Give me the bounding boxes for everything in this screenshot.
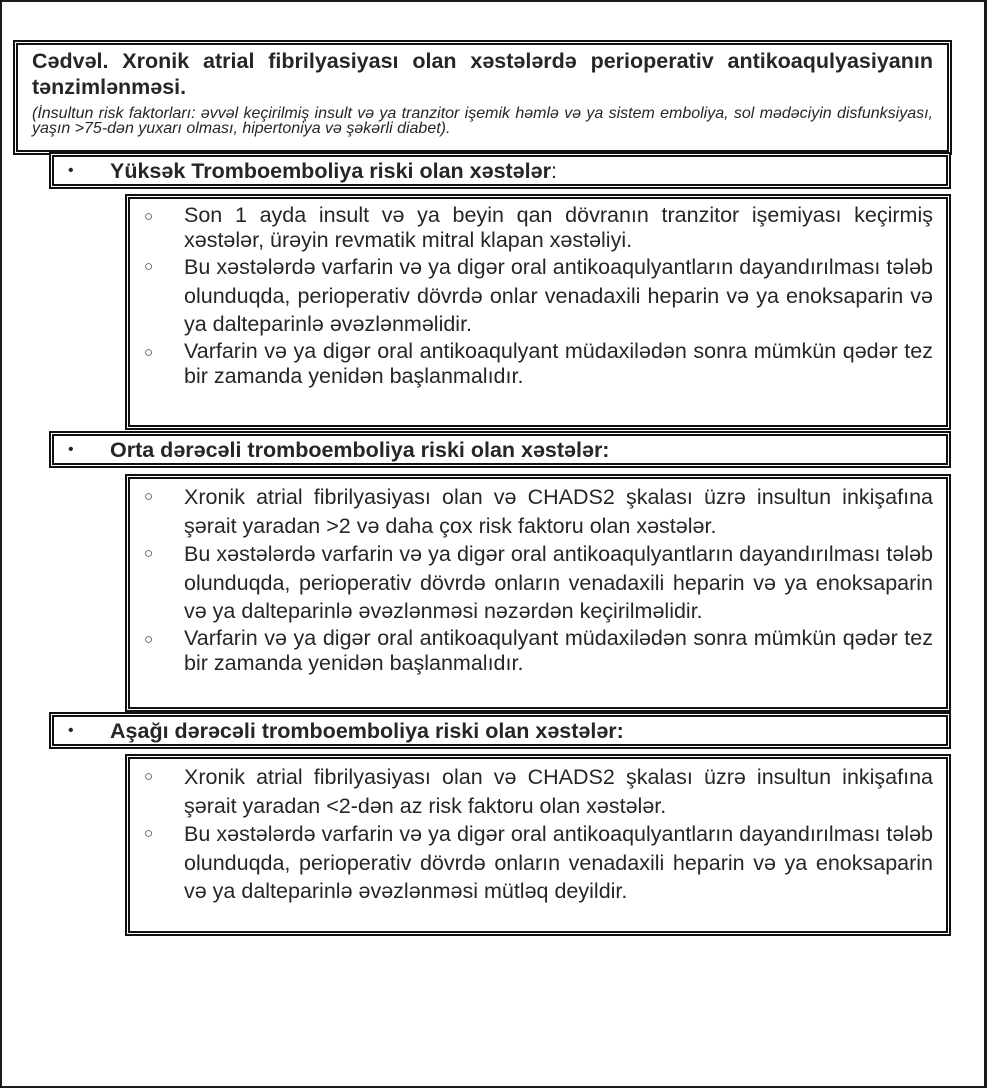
bullet-icon: •: [68, 440, 74, 458]
section-list-low-risk: [125, 754, 951, 936]
list-item-text: Xronik atrial fibrilyasiyası olan və CHADS2 şkalası üzrə insultun inkişafına şərait yaradan <2-dən az risk faktoru olan xəstələr.: [184, 765, 933, 818]
list-item-text: Bu xəstələrdə varfarin və ya digər oral antikoaqulyantların dayandırılması tələb olunduqda, perioperativ dövrdə onların venadaxili heparin və ya enoksaparin və ya dalteparinlə əvəzlənməsi mütləq deyildir.: [184, 822, 933, 903]
circle-bullet-icon: ○: [144, 545, 154, 562]
list-item-text: Varfarin və ya digər oral antikoaqulyant müdaxilədən sonra mümkün qədər tez bir zamanda yenidən başlanmalıdır.: [184, 338, 933, 388]
section-heading-high-risk: [49, 152, 951, 189]
section-heading-low-risk: [49, 712, 951, 749]
list-item: [144, 483, 933, 540]
title-box: [13, 40, 952, 155]
section-heading-text: [110, 719, 624, 743]
section-heading-text: [110, 438, 609, 462]
risk-factors-note: (İnsultun risk faktorları: əvvəl keçirilmiş insult və ya tranzitor işemik həmlə və ya sistem emboliya, sol mədəciyin disfunksiyası, yaşın >75-dən yuxarı olması, hipertoniya və şəkərli diabet).: [32, 105, 933, 137]
heading-label: Yüksək Tromboemboliya riski olan xəstələr: [110, 158, 551, 183]
heading-label: Aşağı dərəcəli tromboemboliya riski olan xəstələr:: [110, 718, 624, 743]
section-list-high-risk: [125, 194, 951, 430]
list-item: [144, 203, 933, 253]
circle-bullet-icon: ○: [144, 258, 154, 275]
section-list-medium-risk: [125, 474, 951, 712]
bullet-icon: •: [68, 721, 74, 739]
circle-bullet-icon: ○: [144, 825, 154, 842]
table-title: Cədvəl. Xronik atrial fibrilyasiyası olan xəstələrdə perioperativ antikoaqulyasiyanın tənzimlənməsi.: [32, 49, 933, 99]
list-item: [144, 339, 933, 389]
list-item-text: Bu xəstələrdə varfarin və ya digər oral antikoaqulyantların dayandırılması tələb olunduqda, perioperativ dövrdə onların venadaxili heparin və ya enoksaparin və ya dalteparinlə əvəzlənməsi nəzərdən keçirilməlidir.: [184, 542, 933, 623]
list-item-text: Xronik atrial fibrilyasiyası olan və CHADS2 şkalası üzrə insultun inkişafına şərait yaradan >2 və daha çox risk faktoru olan xəstələr.: [184, 485, 933, 538]
list-item: [144, 763, 933, 820]
list-item: [144, 820, 933, 906]
list-item: [144, 540, 933, 626]
circle-bullet-icon: ○: [144, 768, 154, 785]
bullet-icon: •: [68, 161, 74, 179]
list-item-text: Bu xəstələrdə varfarin və ya digər oral antikoaqulyantların dayandırılması tələb olunduqda, perioperativ dövrdə onlar venadaxili heparin və ya enoksaparin və ya dalteparinlə əvəzlənməlidir.: [184, 255, 933, 336]
heading-label: Orta dərəcəli tromboemboliya riski olan xəstələr:: [110, 437, 610, 462]
list-item: [144, 253, 933, 339]
circle-bullet-icon: ○: [144, 208, 154, 225]
circle-bullet-icon: ○: [144, 343, 154, 361]
list-item: [144, 626, 933, 676]
section-heading-medium-risk: [49, 431, 951, 468]
list-item-text: Varfarin və ya digər oral antikoaqulyant müdaxilədən sonra mümkün qədər tez bir zamanda yenidən başlanmalıdır.: [184, 625, 933, 675]
circle-bullet-icon: ○: [144, 488, 154, 505]
list-item-text: Son 1 ayda insult və ya beyin qan dövranın tranzitor işemiyası keçirmiş xəstələr, ürəyin revmatik mitral klapan xəstəliyi.: [184, 203, 933, 252]
section-heading-text: [110, 159, 557, 183]
heading-colon: :: [550, 158, 557, 183]
circle-bullet-icon: ○: [144, 630, 154, 648]
